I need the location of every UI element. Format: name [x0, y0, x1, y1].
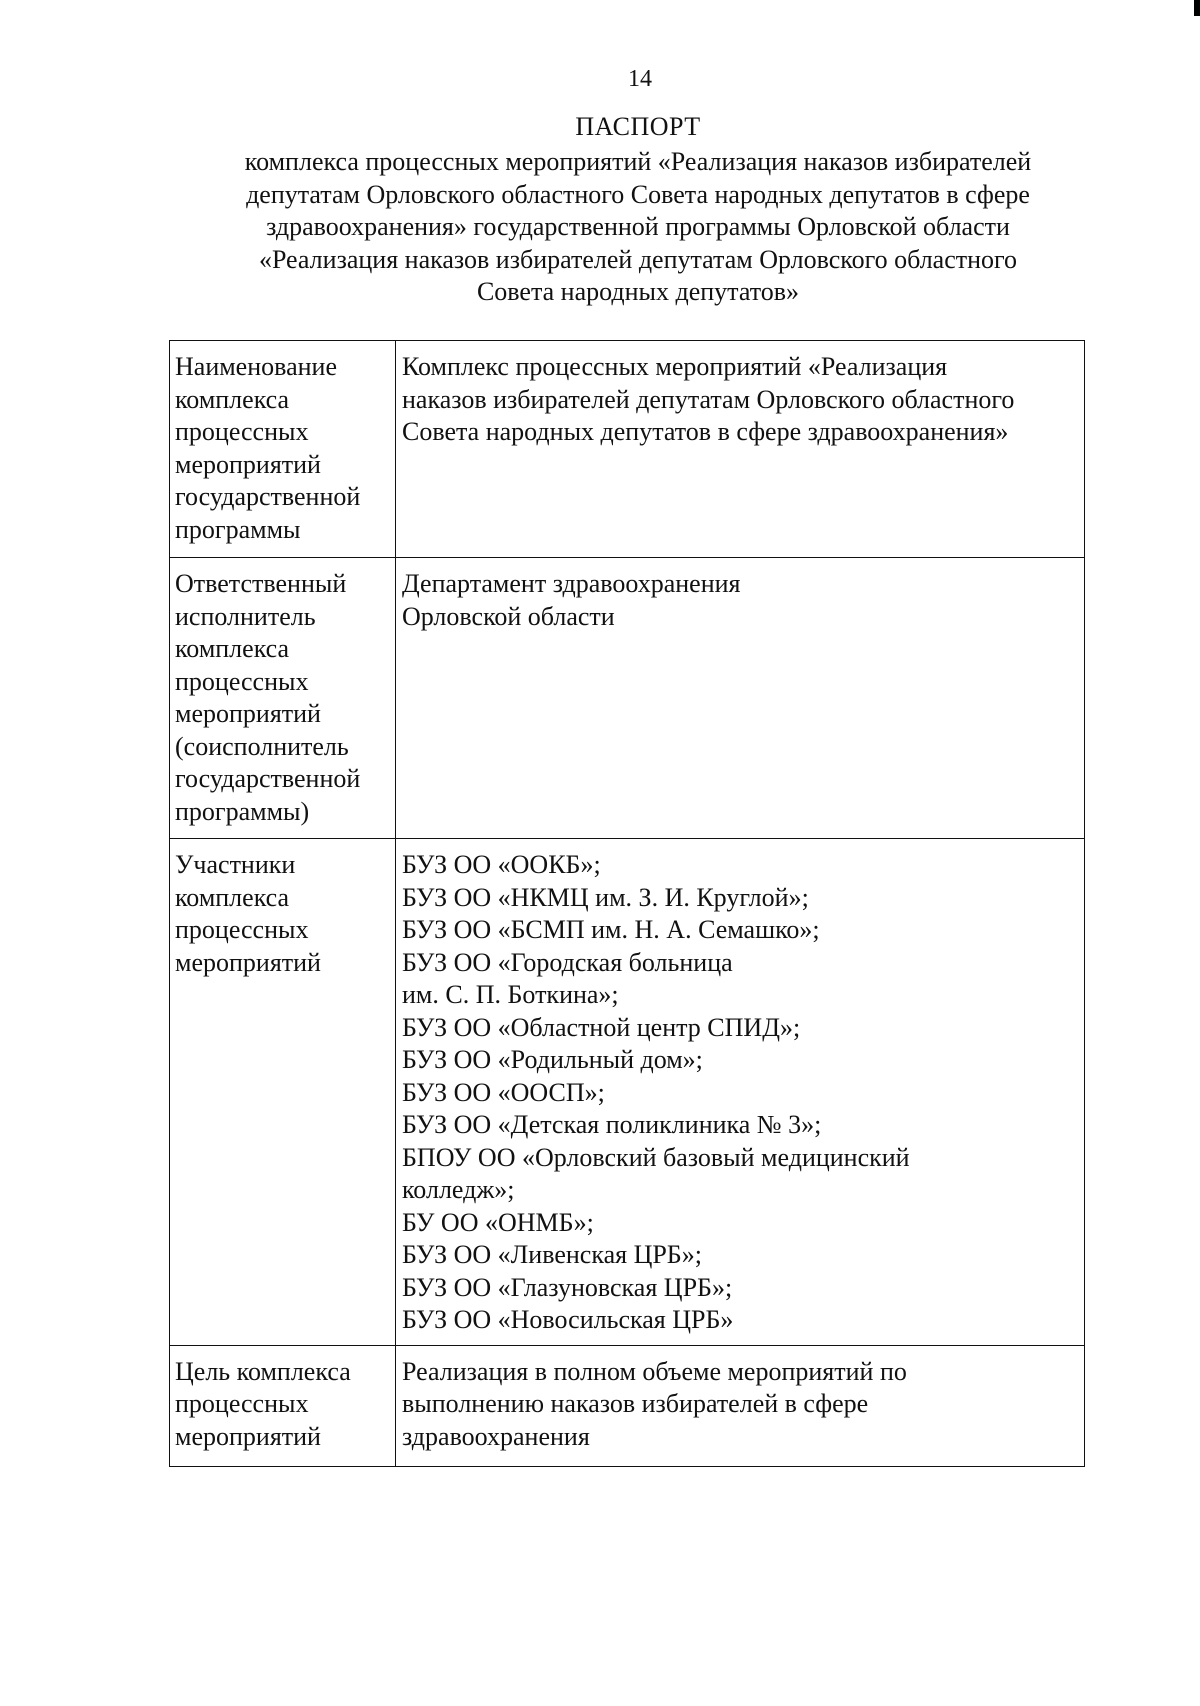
table-row-participants [170, 839, 1085, 1346]
table-row-goal [170, 1345, 1085, 1466]
label-line: государственной [175, 764, 361, 793]
table-row-responsible-executor [170, 558, 1085, 839]
value-line: выполнению наказов избирателей в сфере [402, 1389, 869, 1418]
label-line: процессных [175, 1389, 309, 1418]
value-line: БУЗ ОО «ООКБ»; [402, 850, 601, 879]
row-label [170, 1345, 396, 1466]
scan-edge-mark [1194, 0, 1200, 16]
label-line: мероприятий [175, 699, 321, 728]
subtitle-line: здравоохранения» государственной программы Орловской области [266, 212, 1010, 241]
subtitle-line: Совета народных депутатов» [476, 277, 800, 306]
value-line: Совета народных депутатов в сфере здравоохранения» [402, 417, 1009, 446]
label-line: (соисполнитель [175, 731, 349, 761]
passport-table [169, 340, 1085, 1467]
subtitle-line: «Реализация наказов избирателей депутатам Орловского областного [258, 244, 1018, 274]
value-line: колледж»; [402, 1175, 515, 1204]
label-line: комплекса [175, 634, 290, 663]
value-line: БУЗ ОО «Новосильская ЦРБ» [402, 1305, 734, 1334]
row-value [396, 1345, 1085, 1466]
value-line: БУЗ ОО «Родильный дом»; [402, 1045, 703, 1074]
label-line: комплекса [175, 882, 290, 912]
value-line: БУЗ ОО «БСМП им. Н. А. Семашко»; [402, 915, 820, 944]
label-line: процессных [175, 915, 309, 944]
value-line: БУ ОО «ОНМБ»; [402, 1207, 594, 1237]
row-label [170, 839, 396, 1346]
label-line: программы [175, 514, 301, 544]
row-label [170, 558, 396, 839]
label-line: исполнитель [175, 601, 316, 631]
label-line: Цель комплекса [175, 1356, 351, 1386]
label-line: государственной [175, 482, 361, 511]
value-line: Департамент здравоохранения [402, 569, 741, 598]
value-line: БУЗ ОО «ООСП»; [402, 1077, 605, 1107]
subtitle-line: комплекса процессных мероприятий «Реализация наказов избирателей [244, 147, 1032, 176]
value-line: БУЗ ОО «Ливенская ЦРБ»; [402, 1240, 702, 1269]
table-row-program-name [170, 341, 1085, 558]
value-line: наказов избирателей депутатам Орловского областного [402, 384, 1015, 414]
label-line: комплекса [175, 384, 290, 414]
label-line: Ответственный [175, 569, 347, 598]
label-line: процессных [175, 417, 309, 446]
row-label [170, 341, 396, 558]
page-number: 14 [628, 66, 652, 92]
value-line: Комплекс процессных мероприятий «Реализация [402, 352, 948, 381]
value-line: БУЗ ОО «Городская больница [402, 947, 733, 977]
value-line: им. С. П. Боткина»; [402, 980, 619, 1009]
value-line: Реализация в полном объеме мероприятий по [402, 1356, 907, 1386]
value-line: БУЗ ОО «Глазуновская ЦРБ»; [402, 1272, 733, 1302]
label-line: мероприятий [175, 1421, 321, 1451]
label-line: мероприятий [175, 947, 321, 977]
value-line: Орловской области [402, 601, 615, 631]
label-line: мероприятий [175, 449, 321, 479]
label-line: процессных [175, 666, 309, 696]
row-value [396, 341, 1085, 558]
value-line: БПОУ ОО «Орловский базовый медицинский [402, 1142, 910, 1172]
label-line: Наименование [175, 352, 337, 381]
label-line: программы) [175, 796, 310, 826]
value-line: БУЗ ОО «Детская поликлиника № 3»; [402, 1110, 822, 1139]
document-title: ПАСПОРТ [575, 112, 701, 141]
value-line: БУЗ ОО «Областной центр СПИД»; [402, 1012, 801, 1042]
row-value [396, 839, 1085, 1346]
document-subtitle [196, 146, 1080, 309]
value-line: БУЗ ОО «НКМЦ им. З. И. Круглой»; [402, 882, 809, 912]
row-value [396, 558, 1085, 839]
label-line: Участники [175, 850, 296, 879]
subtitle-line: депутатам Орловского областного Совета народных депутатов в сфере [246, 179, 1030, 209]
value-line: здравоохранения [402, 1421, 590, 1451]
